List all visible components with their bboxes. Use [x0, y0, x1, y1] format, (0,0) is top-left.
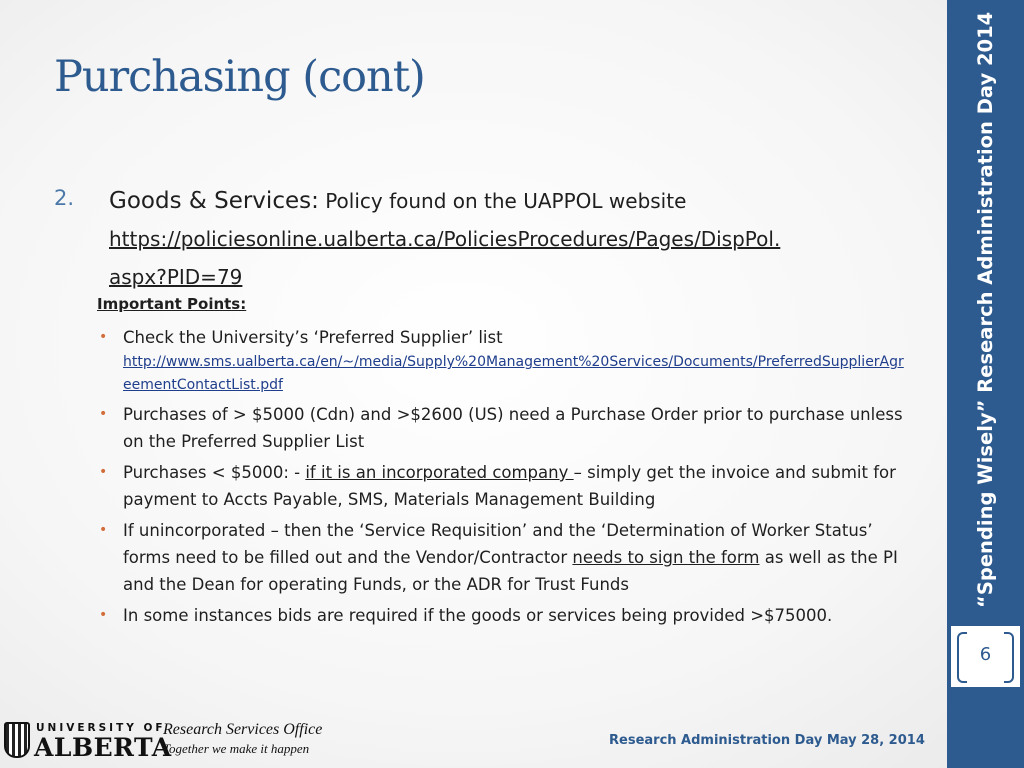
point-text-post: as well as the PI and the Dean for operating Funds, or the ADR for Trust Funds — [123, 548, 898, 594]
logo-university-of: UNIVERSITY OF — [36, 722, 166, 734]
footer-event-date: Research Administration Day May 28, 2014 — [609, 733, 925, 748]
preferred-supplier-link[interactable]: http://www.sms.ualberta.ca/en/~/media/Supply%20Management%20Services/Documents/PreferredSupplierAgreementContactList.pdf — [123, 354, 904, 393]
bullet-icon: • — [99, 406, 108, 422]
point-text-pre: Purchases < $5000: - — [123, 463, 306, 482]
point-preferred-supplier — [97, 324, 912, 397]
logo-alberta: ALBERTA — [34, 733, 172, 762]
point-text-underlined: needs to sign the form — [572, 548, 760, 567]
item-heading — [109, 183, 929, 297]
university-logo — [2, 718, 172, 764]
crest-icon — [4, 722, 30, 758]
point-bids — [97, 602, 912, 629]
bullet-icon: • — [99, 464, 108, 480]
office-tagline: Together we make it happen — [163, 741, 310, 756]
item-lead: Goods & Services: — [109, 188, 319, 214]
point-unincorporated — [97, 517, 912, 598]
point-text: In some instances bids are required if the goods or services being provided >$75000. — [123, 606, 833, 625]
point-incorporated — [97, 459, 912, 513]
important-points-label: Important Points: — [97, 295, 247, 313]
uappol-policy-link[interactable]: https://policiesonline.ualberta.ca/PoliciesProcedures/Pages/DispPol. aspx?PID=79 — [109, 227, 781, 289]
important-points-list — [97, 324, 912, 633]
point-text-pre: If unincorporated – then the ‘Service Requisition’ and the ‘Determination of Worker Status’ forms need to be filled out and the Vendor/Contractor — [123, 521, 873, 567]
bullet-icon: • — [99, 522, 108, 538]
slide-title: Purchasing (cont) — [54, 52, 425, 102]
bullet-icon: • — [99, 329, 108, 345]
point-text: Check the University’s ‘Preferred Supplier’ list — [123, 328, 503, 347]
office-name: Research Services Office — [163, 721, 323, 738]
point-purchase-order — [97, 401, 912, 455]
page-number: 6 — [979, 644, 992, 665]
sidebar-event-title: “Spending Wisely” Research Administration Day 2014 — [974, 11, 997, 608]
point-text-underlined: if it is an incorporated company — [305, 463, 574, 482]
page-number-box — [951, 626, 1020, 687]
item-rest: Policy found on the UAPPOL website — [318, 189, 687, 213]
item-number: 2. — [54, 186, 75, 210]
bullet-icon: • — [99, 607, 108, 623]
point-text-post: – simply get the invoice and submit for payment to Accts Payable, SMS, Materials Management Building — [123, 463, 896, 509]
point-text: Purchases of > $5000 (Cdn) and >$2600 (US) need a Purchase Order prior to purchase unless on the Preferred Supplier List — [123, 405, 903, 451]
